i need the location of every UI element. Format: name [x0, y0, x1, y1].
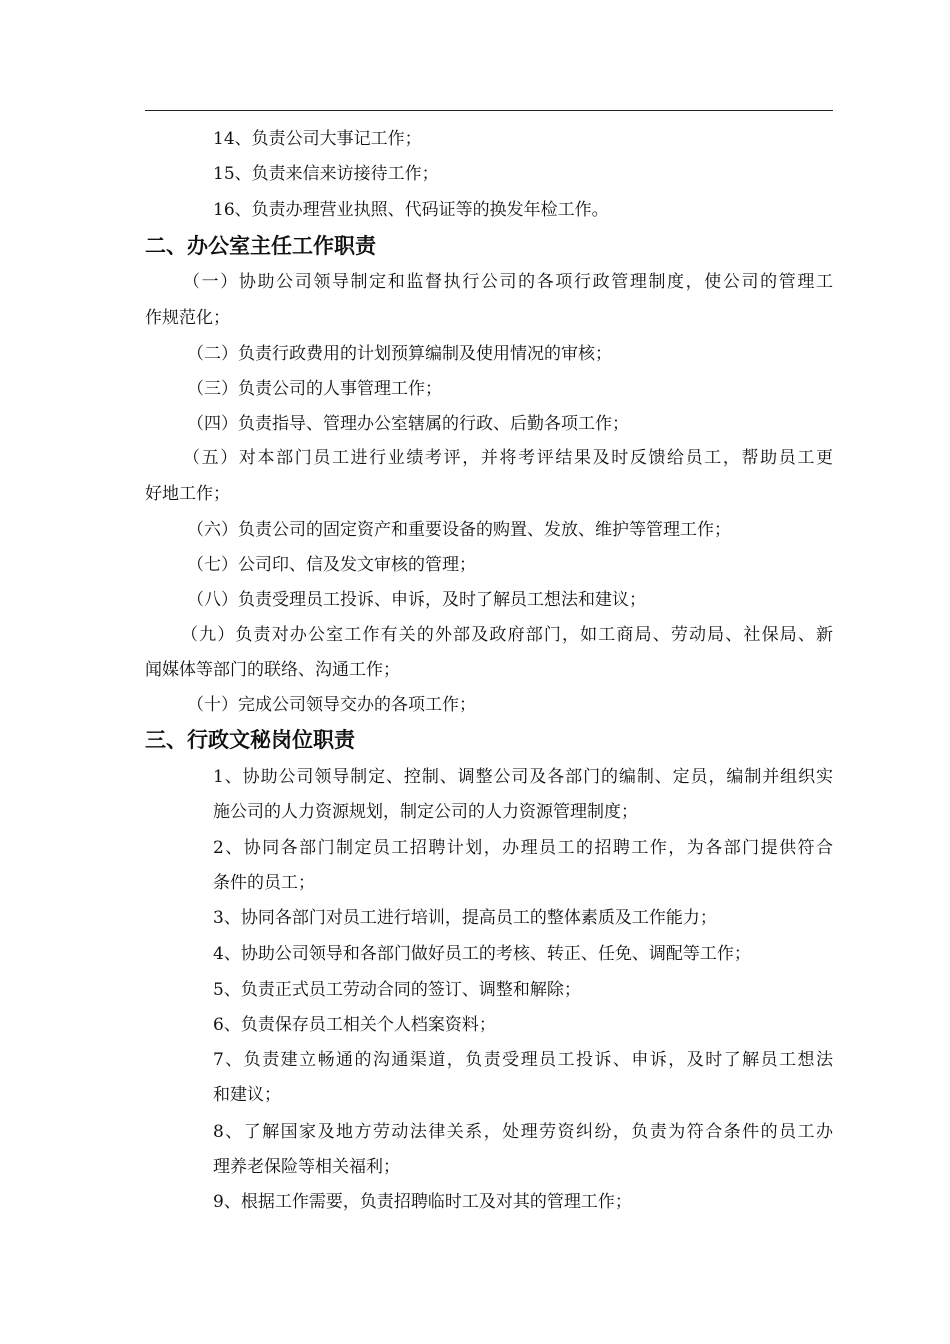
- list-item-continuation: 理养老保险等相关福利；: [213, 1157, 400, 1177]
- list-item: 14、负责公司大事记工作；: [213, 129, 422, 149]
- section-heading: 二、办公室主任工作职责: [145, 234, 376, 258]
- list-item: 1、协助公司领导制定、控制、调整公司及各部门的编制、定员，编制并组织实: [213, 767, 833, 787]
- list-item: 2、协同各部门制定员工招聘计划，办理员工的招聘工作，为各部门提供符合: [213, 838, 833, 858]
- list-item: （四）负责指导、管理办公室辖属的行政、后勤各项工作；: [187, 414, 629, 434]
- list-item: 16、负责办理营业执照、代码证等的换发年检工作。: [213, 200, 609, 220]
- list-item: （三）负责公司的人事管理工作；: [187, 379, 442, 399]
- header-rule: [145, 110, 833, 111]
- list-item: （二）负责行政费用的计划预算编制及使用情况的审核；: [187, 344, 612, 364]
- list-item: （一）协助公司领导制定和监督执行公司的各项行政管理制度，使公司的管理工: [183, 272, 833, 292]
- list-item: （十）完成公司领导交办的各项工作；: [187, 695, 476, 715]
- list-item-continuation: 条件的员工；: [213, 873, 315, 893]
- list-item: （八）负责受理员工投诉、申诉，及时了解员工想法和建议；: [187, 590, 646, 610]
- list-item: （九）负责对办公室工作有关的外部及政府部门，如工商局、劳动局、社保局、新: [181, 625, 833, 645]
- list-item: 8、了解国家及地方劳动法律关系，处理劳资纠纷，负责为符合条件的员工办: [213, 1122, 833, 1142]
- list-item: （七）公司印、信及发文审核的管理；: [187, 555, 476, 575]
- list-item: （五）对本部门员工进行业绩考评，并将考评结果及时反馈给员工，帮助员工更: [183, 448, 833, 468]
- list-item-continuation: 作规范化；: [145, 308, 230, 328]
- list-item: 7、负责建立畅通的沟通渠道，负责受理员工投诉、申诉，及时了解员工想法: [213, 1050, 833, 1070]
- section-heading: 三、行政文秘岗位职责: [145, 728, 355, 752]
- list-item: 3、协同各部门对员工进行培训，提高员工的整体素质及工作能力；: [213, 908, 717, 928]
- list-item: 5、负责正式员工劳动合同的签订、调整和解除；: [213, 980, 581, 1000]
- list-item: 4、协助公司领导和各部门做好员工的考核、转正、任免、调配等工作；: [213, 944, 751, 964]
- list-item: 9、根据工作需要，负责招聘临时工及对其的管理工作；: [213, 1192, 632, 1212]
- list-item-continuation: 和建议；: [213, 1085, 281, 1105]
- list-item-continuation: 好地工作；: [145, 484, 230, 504]
- list-item: 6、负责保存员工相关个人档案资料；: [213, 1015, 496, 1035]
- list-item-continuation: 闻媒体等部门的联络、沟通工作；: [145, 660, 400, 680]
- list-item-continuation: 施公司的人力资源规划，制定公司的人力资源管理制度；: [213, 802, 638, 822]
- list-item: （六）负责公司的固定资产和重要设备的购置、发放、维护等管理工作；: [187, 520, 731, 540]
- list-item: 15、负责来信来访接待工作；: [213, 164, 439, 184]
